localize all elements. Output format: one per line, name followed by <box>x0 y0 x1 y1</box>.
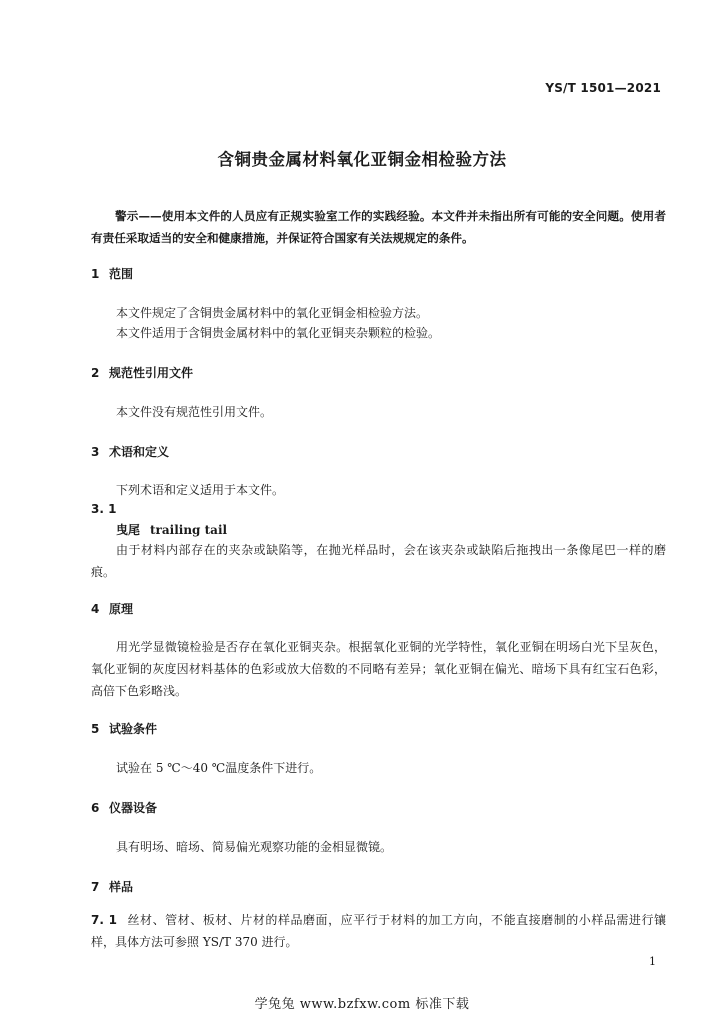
term-chinese: 曳尾 <box>116 523 141 537</box>
section-title: 范围 <box>109 267 134 281</box>
section-title: 规范性引用文件 <box>109 366 194 380</box>
section-title: 原理 <box>109 602 134 616</box>
page-number: 1 <box>649 955 656 968</box>
section-3-heading <box>91 443 169 460</box>
section-1-para-1: 本文件规定了含铜贵金属材料中的氧化亚铜金相检验方法。 <box>116 306 429 320</box>
standard-number: YS/T 1501—2021 <box>545 81 661 95</box>
section-1-para-2: 本文件适用于含铜贵金属材料中的氧化亚铜夹杂颗粒的检验。 <box>116 326 441 340</box>
subsection-3-1-number: 3. 1 <box>91 502 117 516</box>
section-title: 试验条件 <box>109 722 158 736</box>
term-entry <box>116 521 227 538</box>
subsection-7-1-text: 丝材、管材、板材、片材的样品磨面，应平行于材料的加工方向，不能直接磨制的小样品需进行镶样，具体方法可参照 YS/T 370 进行。 <box>91 913 666 949</box>
section-2-para-1: 本文件没有规范性引用文件。 <box>116 405 273 419</box>
section-number: 4 <box>91 602 100 616</box>
section-title: 仪器设备 <box>109 801 158 815</box>
section-7-heading <box>91 878 133 895</box>
section-6-para-1: 具有明场、暗场、简易偏光观察功能的金相显微镜。 <box>116 840 393 854</box>
section-3-para-1: 下列术语和定义适用于本文件。 <box>116 483 285 497</box>
section-title: 术语和定义 <box>109 445 170 459</box>
footer-watermark: 学兔兔 www.bzfxw.com 标准下载 <box>254 997 470 1012</box>
section-title: 样品 <box>109 880 134 894</box>
section-1-heading <box>91 265 133 282</box>
section-number: 7 <box>91 880 100 894</box>
document-title: 含铜贵金属材料氧化亚铜金相检验方法 <box>217 150 507 169</box>
section-number: 3 <box>91 445 100 459</box>
section-4-heading <box>91 600 133 617</box>
section-5-heading <box>91 720 157 737</box>
section-6-heading <box>91 799 157 816</box>
section-number: 2 <box>91 366 100 380</box>
term-definition: 由于材料内部存在的夹杂或缺陷等，在抛光样品时，会在该夹杂或缺陷后拖拽出一条像尾巴一样的磨痕。 <box>91 543 666 579</box>
section-number: 5 <box>91 722 100 736</box>
section-4-para-1: 用光学显微镜检验是否存在氧化亚铜夹杂。根据氧化亚铜的光学特性，氧化亚铜在明场白光下呈灰色，氧化亚铜的灰度因材料基体的色彩或放大倍数的不同略有差异；氧化亚铜在偏光、暗场下具有红宝石色彩，高倍下色彩略浅。 <box>91 640 666 698</box>
section-5-para-1: 试验在 5 ℃～40 ℃温度条件下进行。 <box>116 761 322 775</box>
subsection-7-1-number: 7. 1 <box>91 913 117 927</box>
term-english: trailing tail <box>150 523 228 537</box>
section-number: 6 <box>91 801 100 815</box>
safety-warning: 警示——使用本文件的人员应有正规实验室工作的实践经验。本文件并未指出所有可能的安全问题。使用者有责任采取适当的安全和健康措施，并保证符合国家有关法规规定的条件。 <box>91 209 666 245</box>
subsection-7-1 <box>91 909 666 953</box>
section-number: 1 <box>91 267 100 281</box>
section-2-heading <box>91 364 193 381</box>
